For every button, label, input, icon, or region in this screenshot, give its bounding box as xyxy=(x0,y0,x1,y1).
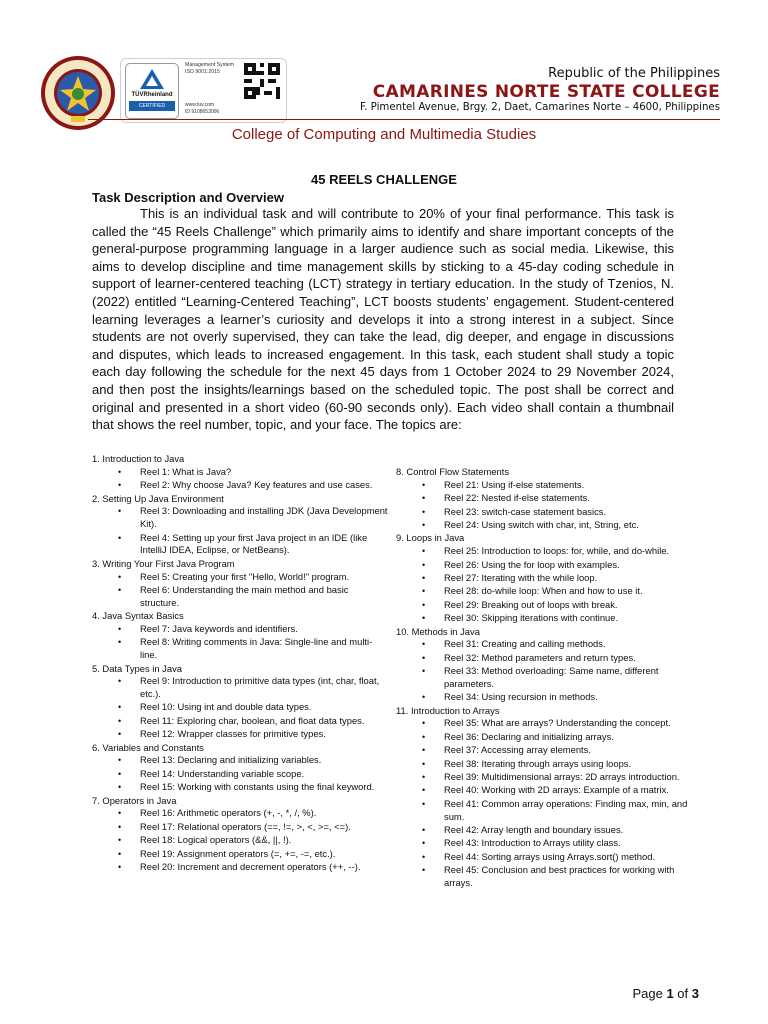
topic-title: 11. Introduction to Arrays xyxy=(396,704,500,716)
task-description: This is an individual task and will contribute to 20% of your final performance. This task is called the “45 Reels Challenge” which primarily aims to identify and share important concepts of the general-purpose programming language in a larger audience such as social media. Likewise, this aims to develop discipline and time management skills by sticking to a 45-day coding schedule in support of learner-centered teaching (LCT) strategy in tertiary education. In the study of Tzenios, N. (2022) entitled “Learning-Centered Teaching”, LCT boosts students’ engagement. Student-centered learning leverages a learner’s curiosity and develops it into a strong interest in a subject. Since students are not overly supervised, they can take the lead, dig deeper, and engage in discussions and disputes, which leads to increased engagement. In this task, each student shall study a topic each day following the schedule for the next 45 days from 1 October 2024 to 29 November 2024, and then post the insights/learnings based on the scheduled topic. The post shall be correct and original and presented in a short video (60-90 seconds only). Each video shall contain a thumbnail that shows the reel number, topic, and your face. The topics are: xyxy=(92,206,674,433)
reel-item: • Reel 17: Relational operators (==, !=, >, <, >=, <=). xyxy=(92,821,388,834)
cert-iso: ISO 9001:2015 xyxy=(185,69,220,75)
topic-title: 2. Setting Up Java Environment xyxy=(92,492,224,504)
reel-item: • Reel 40: Working with 2D arrays: Example of a matrix. xyxy=(396,784,696,797)
tuv-badge xyxy=(125,63,179,119)
document-title: 45 REELS CHALLENGE xyxy=(311,172,457,187)
reel-item: • Reel 22: Nested if-else statements. xyxy=(396,492,696,505)
topic-title: 10. Methods in Java xyxy=(396,625,480,637)
reel-item: • Reel 28: do-while loop: When and how to use it. xyxy=(396,585,696,598)
topic-title: 4. Java Syntax Basics xyxy=(92,610,184,622)
republic-line: Republic of the Philippines xyxy=(548,66,720,81)
college-address: F. Pimentel Avenue, Brgy. 2, Daet, Camarines Norte – 4600, Philippines xyxy=(359,102,720,113)
page-label: Page xyxy=(632,986,663,1001)
topic-title: 3. Writing Your First Java Program xyxy=(92,557,235,569)
reel-item: • Reel 33: Method overloading: Same name, different parameters. xyxy=(396,665,696,691)
reel-item: • Reel 7: Java keywords and identifiers. xyxy=(92,623,388,636)
reel-item: • Reel 14: Understanding variable scope. xyxy=(92,768,388,781)
reel-item: • Reel 32: Method parameters and return types. xyxy=(396,652,696,665)
reel-item: • Reel 41: Common array operations: Finding max, min, and sum. xyxy=(396,798,696,824)
reel-item: • Reel 29: Breaking out of loops with break. xyxy=(396,599,696,612)
reel-item: • Reel 27: Iterating with the while loop. xyxy=(396,572,696,585)
reel-item: • Reel 2: Why choose Java? Key features and use cases. xyxy=(92,479,388,492)
page-number xyxy=(632,986,699,1001)
reel-item: • Reel 44: Sorting arrays using Arrays.sort() method. xyxy=(396,851,696,864)
iso-certification-box xyxy=(120,58,287,123)
reel-item: • Reel 25: Introduction to loops: for, while, and do-while. xyxy=(396,545,696,558)
reel-item: • Reel 36: Declaring and initializing arrays. xyxy=(396,731,696,744)
tuv-triangle-icon xyxy=(139,68,165,90)
page-current: 1 xyxy=(666,986,674,1001)
reel-item: • Reel 10: Using int and double data types. xyxy=(92,701,388,714)
cert-ids xyxy=(185,102,219,115)
cert-id: ID 9108653006 xyxy=(185,108,220,115)
reel-item: • Reel 8: Writing comments in Java: Single-line and multi-line. xyxy=(92,636,388,662)
reel-item: • Reel 11: Exploring char, boolean, and float data types. xyxy=(92,715,388,728)
reel-item: • Reel 26: Using the for loop with examples. xyxy=(396,559,696,572)
qr-code-icon xyxy=(244,63,280,99)
reel-item: • Reel 30: Skipping iterations with continue. xyxy=(396,612,696,625)
reel-item: • Reel 24: Using switch with char, int, String, etc. xyxy=(396,519,696,532)
header-divider xyxy=(88,119,720,120)
tuv-name: TÜVRheinland xyxy=(131,92,173,98)
section-heading: Task Description and Overview xyxy=(92,190,284,205)
college-name: CAMARINES NORTE STATE COLLEGE xyxy=(372,82,720,102)
reel-item: • Reel 15: Working with constants using the final keyword. xyxy=(92,781,388,794)
reel-item: • Reel 18: Logical operators (&&, ||, !). xyxy=(92,834,388,847)
cert-system: Management System xyxy=(185,62,235,68)
reel-item: • Reel 34: Using recursion in methods. xyxy=(396,691,696,704)
reel-item: • Reel 42: Array length and boundary issues. xyxy=(396,824,696,837)
reel-item: • Reel 3: Downloading and installing JDK (Java Development Kit). xyxy=(92,505,388,531)
topic-title: 8. Control Flow Statements xyxy=(396,466,510,477)
topic-title: 5. Data Types in Java xyxy=(92,662,182,674)
department-name: College of Computing and Multimedia Studies xyxy=(231,126,537,143)
page-total: 3 xyxy=(691,986,699,1001)
cert-url: www.tuv.com xyxy=(185,102,215,108)
reel-item: • Reel 4: Setting up your first Java project in an IDE (like IntelliJ IDEA, Eclipse, or NetBeans). xyxy=(92,532,388,558)
page-of: of xyxy=(677,986,689,1001)
reel-item: • Reel 19: Assignment operators (=, +=, -=, etc.). xyxy=(92,848,388,861)
topics-right-column xyxy=(396,466,696,890)
topic-title: 6. Variables and Constants xyxy=(92,741,204,753)
reel-item: • Reel 1: What is Java? xyxy=(92,466,388,479)
reel-item: • Reel 23: switch-case statement basics. xyxy=(396,506,696,519)
cert-details xyxy=(185,62,235,76)
reel-item: • Reel 16: Arithmetic operators (+, -, *, /, %). xyxy=(92,807,388,820)
tuv-certified-label: CERTIFIED xyxy=(129,101,175,111)
reel-item: • Reel 13: Declaring and initializing variables. xyxy=(92,754,388,767)
reel-item: • Reel 38: Iterating through arrays using loops. xyxy=(396,758,696,771)
topic-title: 1. Introduction to Java xyxy=(92,453,185,464)
topics-left-column xyxy=(92,453,388,874)
reel-item: • Reel 5: Creating your first "Hello, World!" program. xyxy=(92,571,388,584)
reel-item: • Reel 20: Increment and decrement operators (++, --). xyxy=(92,861,388,874)
reel-item: • Reel 9: Introduction to primitive data types (int, char, float, etc.). xyxy=(92,675,388,701)
reel-item: • Reel 31: Creating and calling methods. xyxy=(396,638,696,651)
topic-title: 9. Loops in Java xyxy=(396,532,465,544)
reel-item: • Reel 6: Understanding the main method and basic structure. xyxy=(92,584,388,610)
reel-item: • Reel 21: Using if-else statements. xyxy=(396,479,696,492)
reel-item: • Reel 37: Accessing array elements. xyxy=(396,744,696,757)
topic-title: 7. Operators in Java xyxy=(92,794,177,806)
reel-item: • Reel 35: What are arrays? Understanding the concept. xyxy=(396,717,696,730)
reel-item: • Reel 45: Conclusion and best practices for working with arrays. xyxy=(396,864,696,890)
reel-item: • Reel 12: Wrapper classes for primitive types. xyxy=(92,728,388,741)
reel-item: • Reel 43: Introduction to Arrays utility class. xyxy=(396,837,696,850)
reel-item: • Reel 39: Multidimensional arrays: 2D arrays introduction. xyxy=(396,771,696,784)
